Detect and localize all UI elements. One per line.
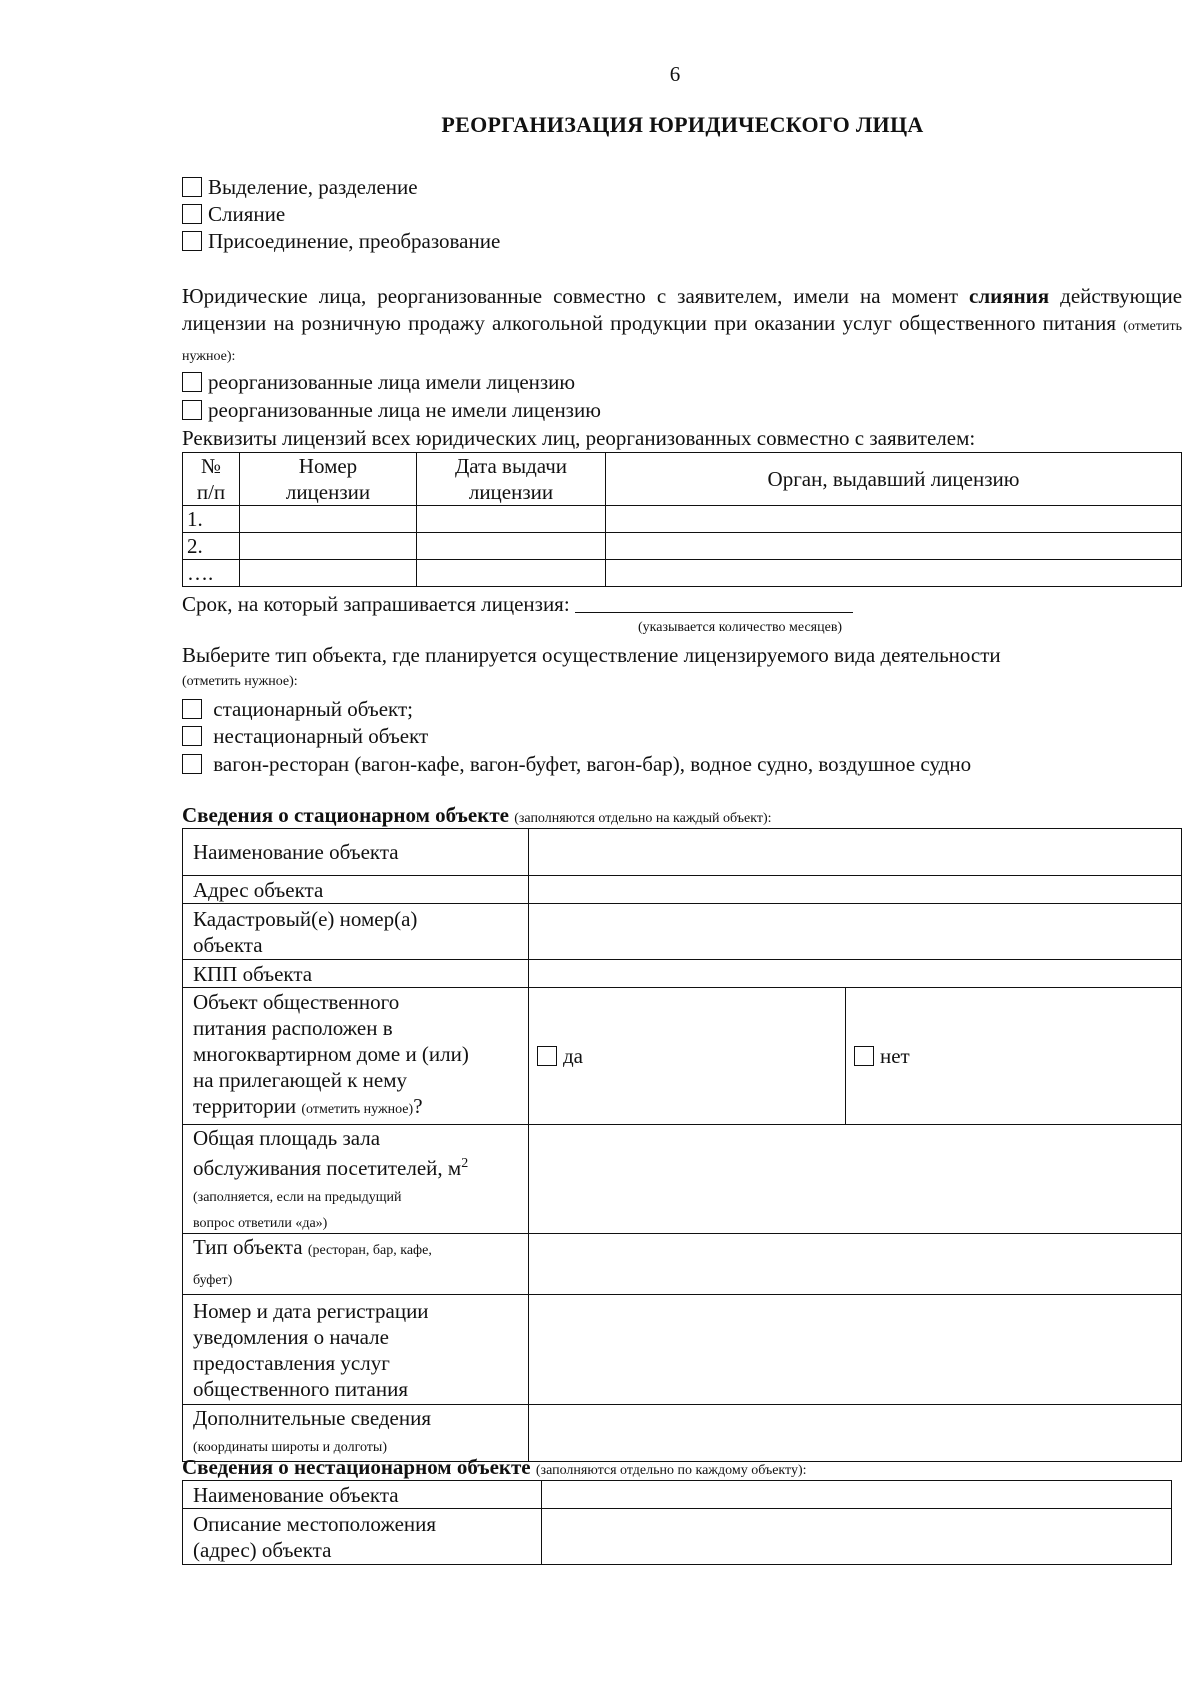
table-row: 2. xyxy=(183,533,1182,560)
header-num: № п/п xyxy=(183,453,240,506)
license-number-cell[interactable] xyxy=(240,533,417,560)
table-row: Тип объекта (ресторан, бар, кафе, буфет) xyxy=(183,1234,1182,1295)
object-type-text: Выберите тип объекта, где планируется осуществление лицензируемого вида деятельности xyxy=(182,643,1001,667)
page-title: РЕОРГАНИЗАЦИЯ ЮРИДИЧЕСКОГО ЛИЦА xyxy=(441,112,924,137)
table-row: Общая площадь зала обслуживания посетителей, $м^2$ (заполняется, если на предыдущий вопрос ответили «да») xyxy=(183,1125,1182,1234)
nonstationary-table xyxy=(182,1480,1172,1565)
issue-date-cell[interactable] xyxy=(417,506,606,533)
reorg-option-1[interactable]: Выделение, разделение xyxy=(182,175,418,200)
table-row: Объект общественного питания расположен в многоквартирном доме и (или) на прилегающей к нему территории (отметить нужное)? да нет xyxy=(183,988,1182,1125)
table-row: Наименование объекта xyxy=(183,1481,1172,1509)
authority-cell[interactable] xyxy=(606,533,1182,560)
table-row: Дополнительные сведения (координаты широты и долготы) xyxy=(183,1405,1182,1462)
term-hint: (указывается количество месяцев) xyxy=(638,620,843,635)
license-number-cell[interactable] xyxy=(240,560,417,587)
name-value-cell[interactable] xyxy=(529,829,1182,876)
yes-checkbox[interactable] xyxy=(537,1046,557,1066)
checkbox[interactable] xyxy=(182,699,202,719)
table-row: Кадастровый(е) номер(а) объекта xyxy=(183,904,1182,960)
area-value-cell[interactable] xyxy=(529,1125,1182,1234)
page-number: 6 xyxy=(669,62,681,86)
table-row: 1. xyxy=(183,506,1182,533)
no-checkbox[interactable] xyxy=(854,1046,874,1066)
table-row: КПП объекта xyxy=(183,960,1182,988)
checkbox[interactable] xyxy=(182,400,202,420)
term-input[interactable] xyxy=(575,592,853,613)
authority-cell[interactable] xyxy=(606,560,1182,587)
nonstationary-heading: Сведения о нестационарном объекте (заполняются отдельно по каждому объекту): xyxy=(182,1455,807,1479)
no-option-cell[interactable]: нет xyxy=(846,988,1182,1125)
checkbox[interactable] xyxy=(182,231,202,251)
address-value-cell[interactable] xyxy=(529,876,1182,904)
table-header-row xyxy=(183,453,1182,506)
checkbox[interactable] xyxy=(182,754,202,774)
checkbox[interactable] xyxy=(182,177,202,197)
object-type-option-nonstationary[interactable]: нестационарный объект xyxy=(182,724,428,749)
reorg-option-2[interactable]: Слияние xyxy=(182,202,285,227)
object-type-option-vehicle[interactable]: вагон-ресторан (вагон-кафе, вагон-буфет, вагон-бар), водное судно, воздушное судно xyxy=(182,752,971,777)
kpp-value-cell[interactable] xyxy=(529,960,1182,988)
license-table-caption: Реквизиты лицензий всех юридических лиц, реорганизованных совместно с заявителем: xyxy=(182,426,976,450)
license-number-cell[interactable] xyxy=(240,506,417,533)
stationary-table xyxy=(182,828,1182,1462)
table-row: Наименование объекта xyxy=(183,829,1182,876)
header-license-number: Номер лицензии xyxy=(240,453,417,506)
license-option-had[interactable]: реорганизованные лица имели лицензию xyxy=(182,370,575,395)
object-type-note: (отметить нужное): xyxy=(182,674,298,689)
stationary-heading: Сведения о стационарном объекте (заполняются отдельно на каждый объект): xyxy=(182,803,772,827)
nonstationary-name-value-cell[interactable] xyxy=(542,1481,1172,1509)
table-row: Адрес объекта xyxy=(183,876,1182,904)
nonstationary-location-value-cell[interactable] xyxy=(542,1509,1172,1565)
extra-value-cell[interactable] xyxy=(529,1405,1182,1462)
header-issue-date: Дата выдачи лицензии xyxy=(417,453,606,506)
term-line: Срок, на который запрашивается лицензия: xyxy=(182,592,853,617)
cadastral-value-cell[interactable] xyxy=(529,904,1182,960)
bold-word: слияния xyxy=(969,284,1050,308)
header-authority: Орган, выдавший лицензию xyxy=(606,453,1182,506)
reorg-option-3[interactable]: Присоединение, преобразование xyxy=(182,229,500,254)
authority-cell[interactable] xyxy=(606,506,1182,533)
merge-paragraph: Юридические лица, реорганизованные совместно с заявителем, имели на момент слияния действующие лицензии на розничную продажу алкогольной продукции при оказании услуг общественного питания (отметить нужное): xyxy=(182,284,1183,364)
checkbox[interactable] xyxy=(182,372,202,392)
type-value-cell[interactable] xyxy=(529,1234,1182,1295)
license-table xyxy=(182,452,1182,587)
issue-date-cell[interactable] xyxy=(417,560,606,587)
issue-date-cell[interactable] xyxy=(417,533,606,560)
object-type-option-stationary[interactable]: стационарный объект; xyxy=(182,697,413,722)
checkbox[interactable] xyxy=(182,726,202,746)
checkbox[interactable] xyxy=(182,204,202,224)
notice-value-cell[interactable] xyxy=(529,1295,1182,1405)
table-row: Номер и дата регистрации уведомления о начале предоставления услуг общественного питания xyxy=(183,1295,1182,1405)
table-row: …. xyxy=(183,560,1182,587)
yes-option-cell[interactable]: да xyxy=(529,988,846,1125)
table-row: Описание местоположения (адрес) объекта xyxy=(183,1509,1172,1565)
license-option-not-had[interactable]: реорганизованные лица не имели лицензию xyxy=(182,398,601,423)
